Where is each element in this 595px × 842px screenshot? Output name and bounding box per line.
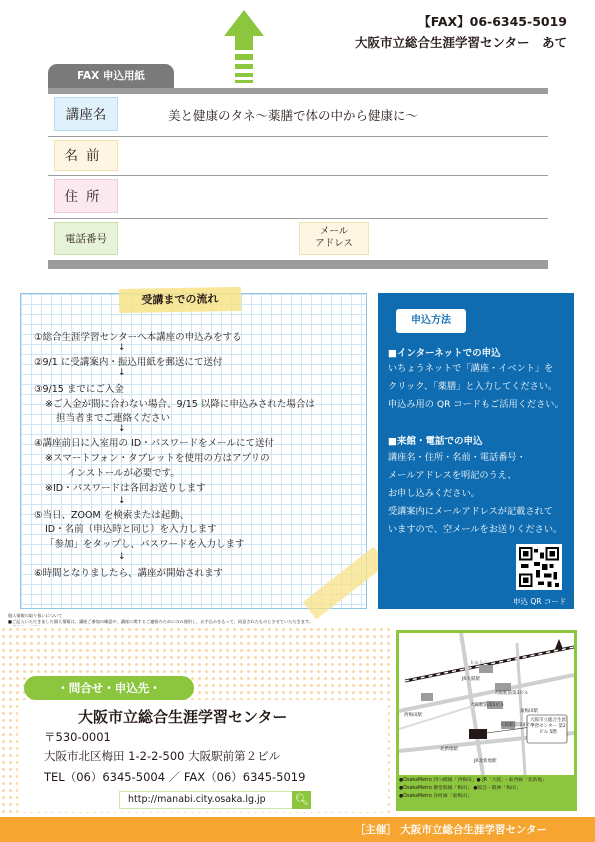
- contact-heading: ・問合せ・申込先・: [24, 676, 194, 700]
- qr-label: 申込 QR コード: [513, 597, 567, 606]
- map-label: 東梅田駅: [520, 709, 538, 714]
- apply-title: 申込方法: [396, 309, 466, 333]
- flow-step: ②9/1 に受講案内・振込用紙を郵送にて送付: [34, 357, 223, 368]
- apply-text: いちょうネットで「講座・イベント」を: [388, 363, 554, 374]
- email-label-line: メール: [319, 226, 349, 237]
- name-row[interactable]: [48, 136, 548, 175]
- legend-line: ●OsakaMetro 四つ橋線「西梅田」● JR「大阪」・東西線「北新地」: [399, 778, 547, 783]
- flow-step: ④講座前日に入室用の ID・パスワードをメールにて送付: [34, 438, 274, 449]
- legend-line: ●OsakaMetro 御堂筋線「梅田」 ●阪急・阪神「梅田」: [399, 785, 521, 791]
- apply-text: 講座名・住所・名前・電話番号・: [388, 452, 526, 463]
- fax-number: 【FAX】06-6345-5019: [418, 14, 567, 29]
- flow-title: 受講までの流れ: [119, 287, 241, 313]
- addressee: 大阪市立総合生涯学習センター あて: [354, 35, 567, 50]
- legend-line: ●OsakaMetro 谷町線「東梅田」: [399, 793, 472, 799]
- flow-step: ID・名前（申込時と同じ）を入力します: [45, 524, 217, 535]
- apply-text: いますので、空メールをお送りください。: [388, 524, 563, 535]
- flow-step: インストールが必要です。: [67, 468, 180, 479]
- down-arrow-icon: ↓: [118, 496, 126, 506]
- email-label-line: アドレス: [315, 238, 353, 249]
- privacy-line: 個人情報の取り扱いについて: [8, 613, 63, 618]
- flow-step: 「参加」をタップし、パスワードを入力します: [45, 539, 245, 550]
- flow-step: ⑤当日、ZOOM を検索または起動、: [34, 510, 190, 521]
- sponsor: ［主催］ 大阪市立総合生涯学習センター: [354, 824, 547, 836]
- down-arrow-icon: ↓: [118, 424, 126, 434]
- search-icon[interactable]: 🔍︎: [292, 791, 311, 809]
- row-divider: [48, 175, 548, 176]
- phone-label: 電話番号: [54, 222, 118, 255]
- apply-text: 申込み用の QR コードもご活用ください。: [388, 399, 564, 410]
- address: 大阪市北区梅田 1-2-2-500 大阪駅前第２ビル: [44, 749, 281, 763]
- down-arrow-icon: ↓: [118, 368, 126, 378]
- apply-text: 受講案内にメールアドレスが記載されて: [388, 506, 553, 517]
- phone-row[interactable]: [48, 218, 548, 260]
- flow-step: ③9/15 までにご入金: [34, 384, 124, 395]
- apply-text: お申し込みください。: [388, 488, 480, 499]
- down-arrow-icon: ↓: [118, 552, 126, 562]
- flow-step: ※ご入金が間に合わない場合、9/15 以降に申込みされた場合は: [45, 399, 315, 410]
- tel-fax: TEL（06）6345-5004 ／ FAX（06）6345-5019: [44, 770, 306, 784]
- form-tab: FAX 申込用紙: [48, 64, 174, 88]
- flow-step: ※ID・パスワードは各回お送りします: [45, 483, 206, 494]
- address-label: 住所: [54, 179, 118, 213]
- map-label: ヒルトン: [470, 661, 488, 666]
- map-label: JR大阪駅: [462, 677, 480, 682]
- course-value: 美と健康のタネ～薬膳で体の中から健康に～: [168, 108, 419, 123]
- apply-text: メールアドレスを明記のうえ、: [388, 470, 517, 481]
- map-label: 西梅田駅: [404, 713, 422, 718]
- flow-step: ①総合生涯学習センターへ本講座の申込みをする: [34, 332, 242, 343]
- organization-name: 大阪市立総合生涯学習センター: [78, 708, 288, 726]
- map-label: JR北新地駅: [474, 759, 497, 764]
- website-url[interactable]: http://manabi.city.osaka.lg.jp: [119, 791, 311, 809]
- address-row[interactable]: [48, 175, 548, 218]
- qr-code-icon[interactable]: [516, 544, 562, 590]
- flow-step: ⑥時間となりましたら、講座が開始されます: [34, 568, 224, 579]
- map-target-label: 大阪市立総合生涯学習センター 第2ビル 5階: [530, 718, 566, 735]
- name-label: 名前: [54, 140, 118, 171]
- privacy-line: ■ご記入いただきました個人情報は、講座ご参加の確認や、講座に関するご連絡のためにのみ使用し、お手込みをもって、同意されたものとさせていただきます。: [8, 619, 313, 624]
- phone-apply-heading: ■来館・電話での申込: [388, 436, 483, 447]
- course-label: 講座名: [54, 97, 118, 131]
- row-divider: [48, 218, 548, 219]
- apply-text: クリック、「薬膳」と入力してください。: [388, 381, 558, 392]
- map-label: 大阪駅前第1ビル: [470, 703, 505, 708]
- flow-step: ※スマートフォン・タブレットを使用の方はアプリの: [45, 453, 270, 464]
- map-legend: [399, 777, 547, 800]
- map-label: 大阪駅前第4ビル: [500, 723, 535, 728]
- map-label: 大阪駅前第3ビル: [494, 691, 529, 696]
- flow-step: 担当者までご連絡ください: [56, 413, 171, 424]
- email-label: [299, 222, 369, 255]
- postal-code: 〒530-0001: [44, 730, 111, 744]
- internet-apply-heading: ■インターネットでの申込: [388, 348, 501, 359]
- row-divider: [48, 136, 548, 137]
- map-label: 北新地駅: [440, 747, 458, 752]
- up-arrow-icon: [224, 10, 264, 86]
- down-arrow-icon: ↓: [118, 343, 126, 353]
